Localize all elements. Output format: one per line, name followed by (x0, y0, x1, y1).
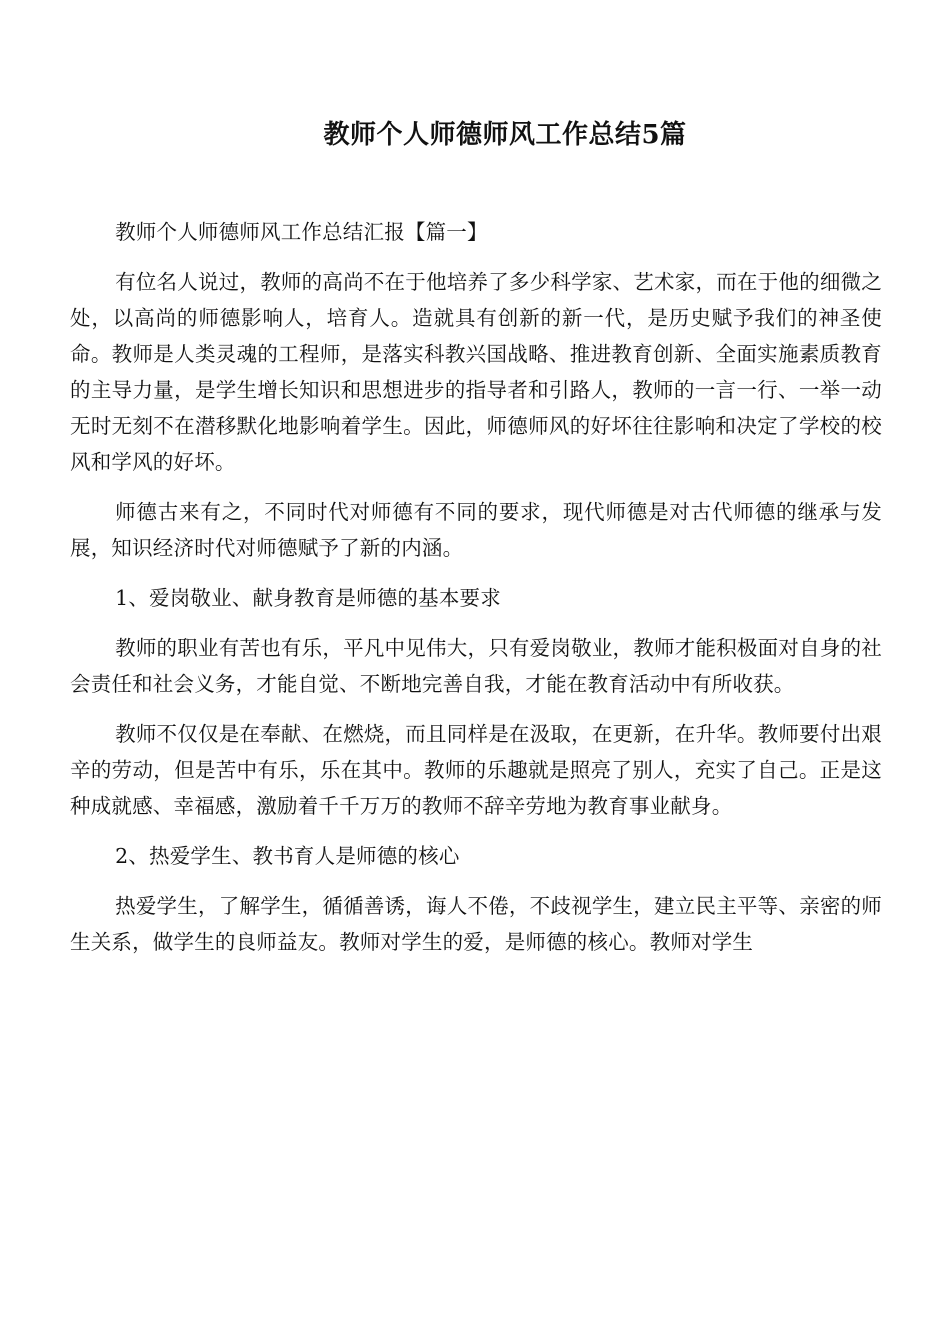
body-paragraph: 有位名人说过，教师的高尚不在于他培养了多少科学家、艺术家，而在于他的细微之处，以高尚的师德影响人，培育人。造就具有创新的新一代，是历史赋予我们的神圣使命。教师是人类灵魂的工程师，是落实科教兴国战略、推进教育创新、全面实施素质教育的主导力量，是学生增长知识和思想进步的指导者和引路人，教师的一言一行、一举一动无时无刻不在潜移默化地影响着学生。因此，师德师风的好坏往往影响和决定了学校的校风和学风的好坏。 (70, 270, 882, 474)
body-paragraph: 教师不仅仅是在奉献、在燃烧，而且同样是在汲取，在更新，在升华。教师要付出艰辛的劳动，但是苦中有乐，乐在其中。教师的乐趣就是照亮了别人，充实了自己。正是这种成就感、幸福感，激励着千千万万的教师不辞辛劳地为教育事业献身。 (70, 722, 882, 818)
section-heading: 教师个人师德师风工作总结汇报【篇一】 (115, 220, 488, 244)
body-paragraph: 热爱学生，了解学生，循循善诱，诲人不倦，不歧视学生，建立民主平等、亲密的师生关系，做学生的良师益友。教师对学生的爱，是师德的核心。教师对学生 (70, 894, 882, 954)
body-paragraph: 教师的职业有苦也有乐，平凡中见伟大，只有爱岗敬业，教师才能积极面对自身的社会责任和社会义务，才能自觉、不断地完善自我，才能在教育活动中有所收获。 (70, 636, 882, 696)
numbered-heading: 2、热爱学生、教书育人是师德的核心 (115, 844, 460, 868)
body-paragraph: 师德古来有之，不同时代对师德有不同的要求，现代师德是对古代师德的继承与发展，知识经济时代对师德赋予了新的内涵。 (70, 500, 882, 560)
numbered-heading: 1、爱岗敬业、献身教育是师德的基本要求 (115, 586, 501, 610)
document-body (70, 214, 882, 974)
document-title: 教师个人师德师风工作总结5篇 (323, 120, 687, 151)
